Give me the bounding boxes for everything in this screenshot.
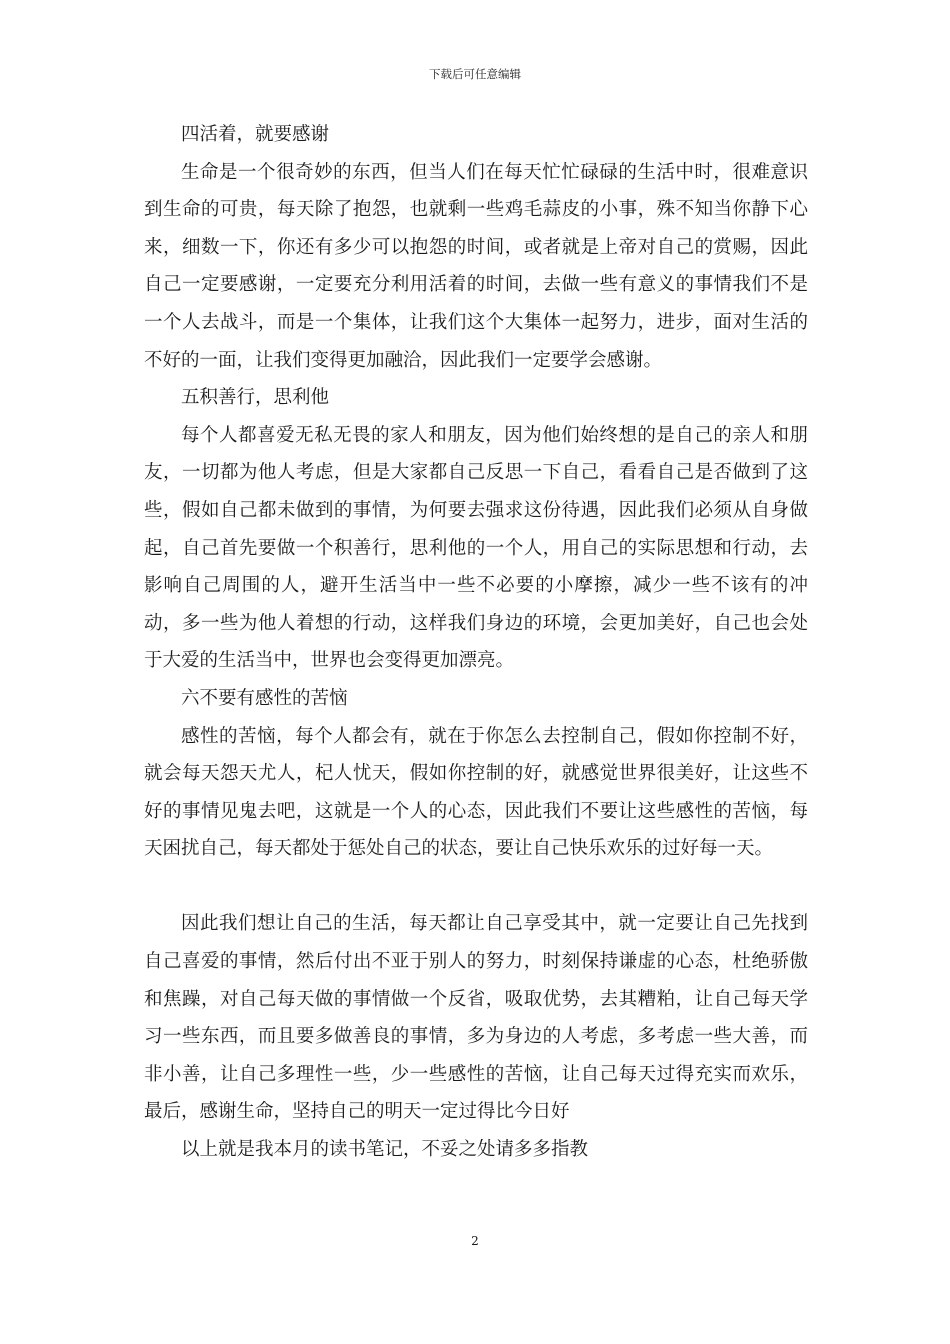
paragraph-spacer (144, 868, 808, 906)
section-heading-6: 六不要有感性的苦恼 (181, 687, 348, 709)
section-heading-5: 五积善行，思利他 (181, 387, 330, 409)
section-heading-4: 四活着，就要感谢 (181, 124, 330, 145)
page-number: 2 (471, 1234, 479, 1248)
conclusion-paragraph: 因此我们想让自己的生活，每天都让自己享受其中，就一定要让自己先找到自己喜爱的事情，然后付出不亚于别人的努力，时刻保持谦虚的心态，杜绝骄傲和焦躁，对自己每天做的事情做一个反省，吸取优势，去其糟粕，让自己每天学习一些东西，而且要多做善良的事情，多为身边的人考虑，多考虑一些大善，而非小善，让自己多理性一些，少一些感性的苦恼，让自己每天过得充实而欢乐，最后，感谢生命，坚持自己的明天一定过得比今日好 (144, 913, 808, 1123)
section-paragraph-5: 每个人都喜爱无私无畏的家人和朋友，因为他们始终想的是自己的亲人和朋友，一切都为他人考虑，但是大家都自己反思一下自己，看看自己是否做到了这些，假如自己都未做到的事情，为何要去强求这份待遇，因此我们必须从自身做起，自己首先要做一个积善行，思利他的一个人，用自己的实际思想和行动，去影响自己周围的人，避开生活当中一些不必要的小摩擦，减少一些不该有的冲动，多一些为他人着想的行动，这样我们身边的环境，会更加美好，自己也会处于大爱的生活当中，世界也会变得更加漂亮。 (144, 424, 808, 672)
page-header: 下载后可任意编辑 (429, 67, 521, 81)
section-paragraph-4: 生命是一个很奇妙的东西，但当人们在每天忙忙碌碌的生活中时，很难意识到生命的可贵，每天除了抱怨，也就剩一些鸡毛蒜皮的小事，殊不知当你静下心来，细数一下，你还有多少可以抱怨的时间，或者就是上帝对自己的赏赐，因此自己一定要感谢，一定要充分利用活着的时间，去做一些有意义的事情我们不是一个人去战斗，而是一个集体，让我们这个大集体一起努力，进步，面对生活的不好的一面，让我们变得更加融洽，因此我们一定要学会感谢。 (144, 161, 808, 371)
closing-line: 以上就是我本月的读书笔记，不妥之处请多多指教 (181, 1139, 589, 1161)
section-paragraph-6: 感性的苦恼，每个人都会有，就在于你怎么去控制自己，假如你控制不好，就会每天怨天尤人，杞人忧天，假如你控制的好，就感觉世界很美好，让这些不好的事情见鬼去吧，这就是一个人的心态，因此我们不要让这些感性的苦恼，每天困扰自己，每天都处于惩处自己的状态，要让自己快乐欢乐的过好每一天。 (144, 725, 808, 860)
document-body (144, 116, 808, 1169)
